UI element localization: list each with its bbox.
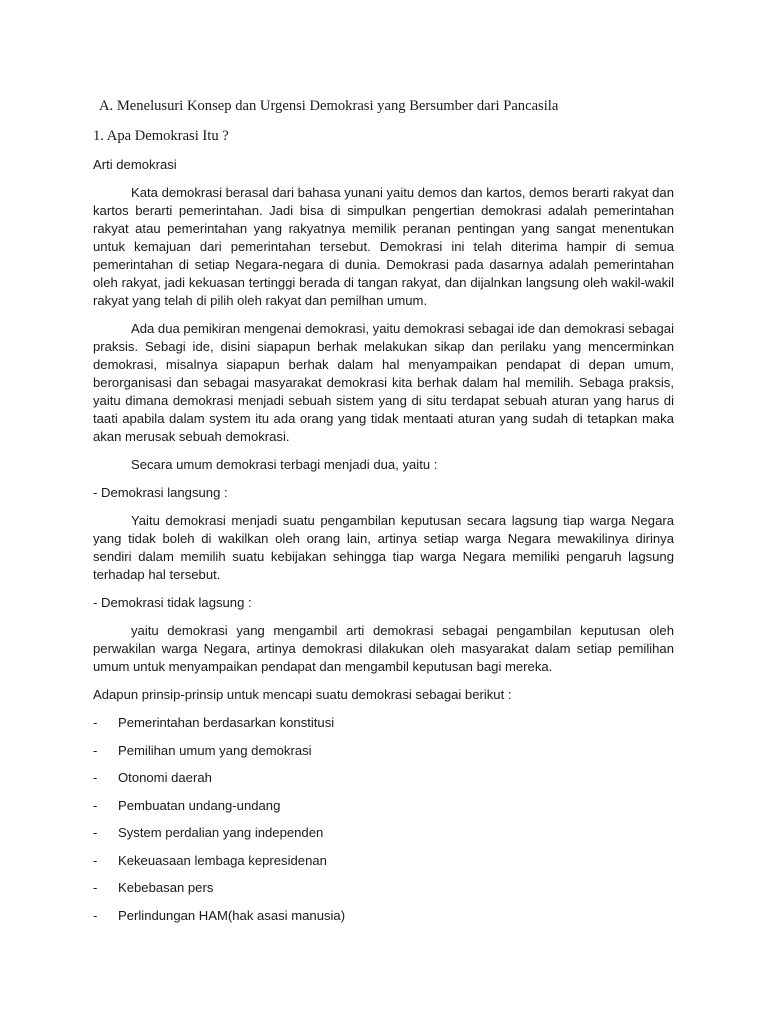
list-item — [93, 824, 674, 842]
list-dash: - — [93, 852, 98, 868]
list-item — [93, 797, 674, 815]
list-item-text: Pemerintahan berdasarkan konstitusi — [118, 715, 335, 730]
list-dash: - — [93, 742, 98, 758]
list-item-text: Otonomi daerah — [118, 770, 212, 785]
paragraph-definition: Kata demokrasi berasal dari bahasa yunani yaitu demos dan kartos, demos berarti rakyat dan kartos berarti pemerintahan. Jadi bisa di simpulkan pengertian demokrasi adalah pemerintahan rakyat atau pemerintahan yang rakyatnya memilik peranan pentingan yang sangat menentukan untuk kemajuan dari pemerintahan tersebut. Demokrasi ini telah diterima hampir di semua pemerintahan di setiap Negara-negara di dunia. Demokrasi pada dasarnya adalah pemerintahan oleh rakyat, jadi kekuasan tertinggi berada di tangan rakyat, dan dijalnkan langsung oleh wakil-wakil rakyat yang telah di pilih oleh rakyat dan pemilhan umum. — [93, 185, 674, 308]
list-dash: - — [93, 825, 98, 840]
principles-list — [93, 714, 674, 925]
document-body — [93, 96, 674, 934]
list-dash: - — [93, 797, 98, 813]
paragraph-two-views: Ada dua pemikiran mengenai demokrasi, yaitu demokrasi sebagai ide dan demokrasi sebagai praksis. Sebagi ide, disini siapapun berhak melakukan sikap dan perilaku yang mencerminkan demokrasi, misalnya siapapun berhak dalam hal menyampaikan pendapat di depan umum, berorganisasi dan sebagai masyarakat demokrasi kita berhak dalam hal memilih. Sebaga praksis, yaitu dimana demokrasi menjadi sebuah sistem yang di situ terdapat sebuah aturan yang harus di taati apabila dalam system itu ada orang yang tidak mentaati aturan yang sudah di tetapkan maka akan merusak sebuah demokrasi. — [93, 321, 674, 444]
list-dash: - — [93, 715, 98, 730]
list-item — [93, 907, 674, 925]
list-dash: - — [93, 770, 98, 785]
list-dash: - — [93, 907, 98, 923]
list-item-text: Perlindungan HAM(hak asasi manusia) — [118, 907, 346, 923]
list-item-text: Kebebasan pers — [118, 880, 214, 895]
subsection-heading-1: 1. Apa Demokrasi Itu ? — [93, 128, 229, 144]
list-item — [93, 879, 674, 897]
list-item-text: System perdalian yang independen — [118, 825, 324, 840]
list-item-text: Pembuatan undang-undang — [118, 797, 281, 813]
paragraph-direct-democracy: Yaitu demokrasi menjadi suatu pengambilan keputusan secara lagsung tiap warga Negara yang tidak boleh di wakilkan oleh orang lain, artinya setiap warga Negara mewakilinya dirinya sendiri dalam memilih suatu kebijakan sehingga tiap warga Negara memiliki pengaruh lagsung terhadap hal tersebut. — [93, 513, 674, 582]
list-item — [93, 714, 674, 732]
label-arti-demokrasi: Arti demokrasi — [93, 157, 177, 172]
paragraph-types-intro: Secara umum demokrasi terbagi menjadi dua, yaitu : — [131, 457, 438, 472]
section-heading-a: A. Menelusuri Konsep dan Urgensi Demokrasi yang Bersumber dari Pancasila — [99, 98, 559, 114]
list-item — [93, 769, 674, 787]
list-dash: - — [93, 880, 98, 895]
list-item — [93, 852, 674, 870]
label-indirect-democracy: - Demokrasi tidak lagsung : — [93, 595, 252, 610]
list-item-text: Kekeuasaan lembaga kepresidenan — [118, 852, 327, 868]
paragraph-indirect-democracy: yaitu demokrasi yang mengambil arti demokrasi sebagai pengambilan keputusan oleh perwakilan warga Negara, artinya demokrasi dilakukan oleh masyarakat dalam setiap pemilihan umum untuk menyampaikan pendapat dan mengambil keputusan bagi mereka. — [93, 623, 674, 674]
list-item — [93, 742, 674, 760]
label-direct-democracy: - Demokrasi langsung : — [93, 485, 228, 500]
list-item-text: Pemilihan umum yang demokrasi — [118, 742, 312, 758]
paragraph-principles-intro: Adapun prinsip-prinsip untuk mencapi suatu demokrasi sebagai berikut : — [93, 687, 512, 702]
